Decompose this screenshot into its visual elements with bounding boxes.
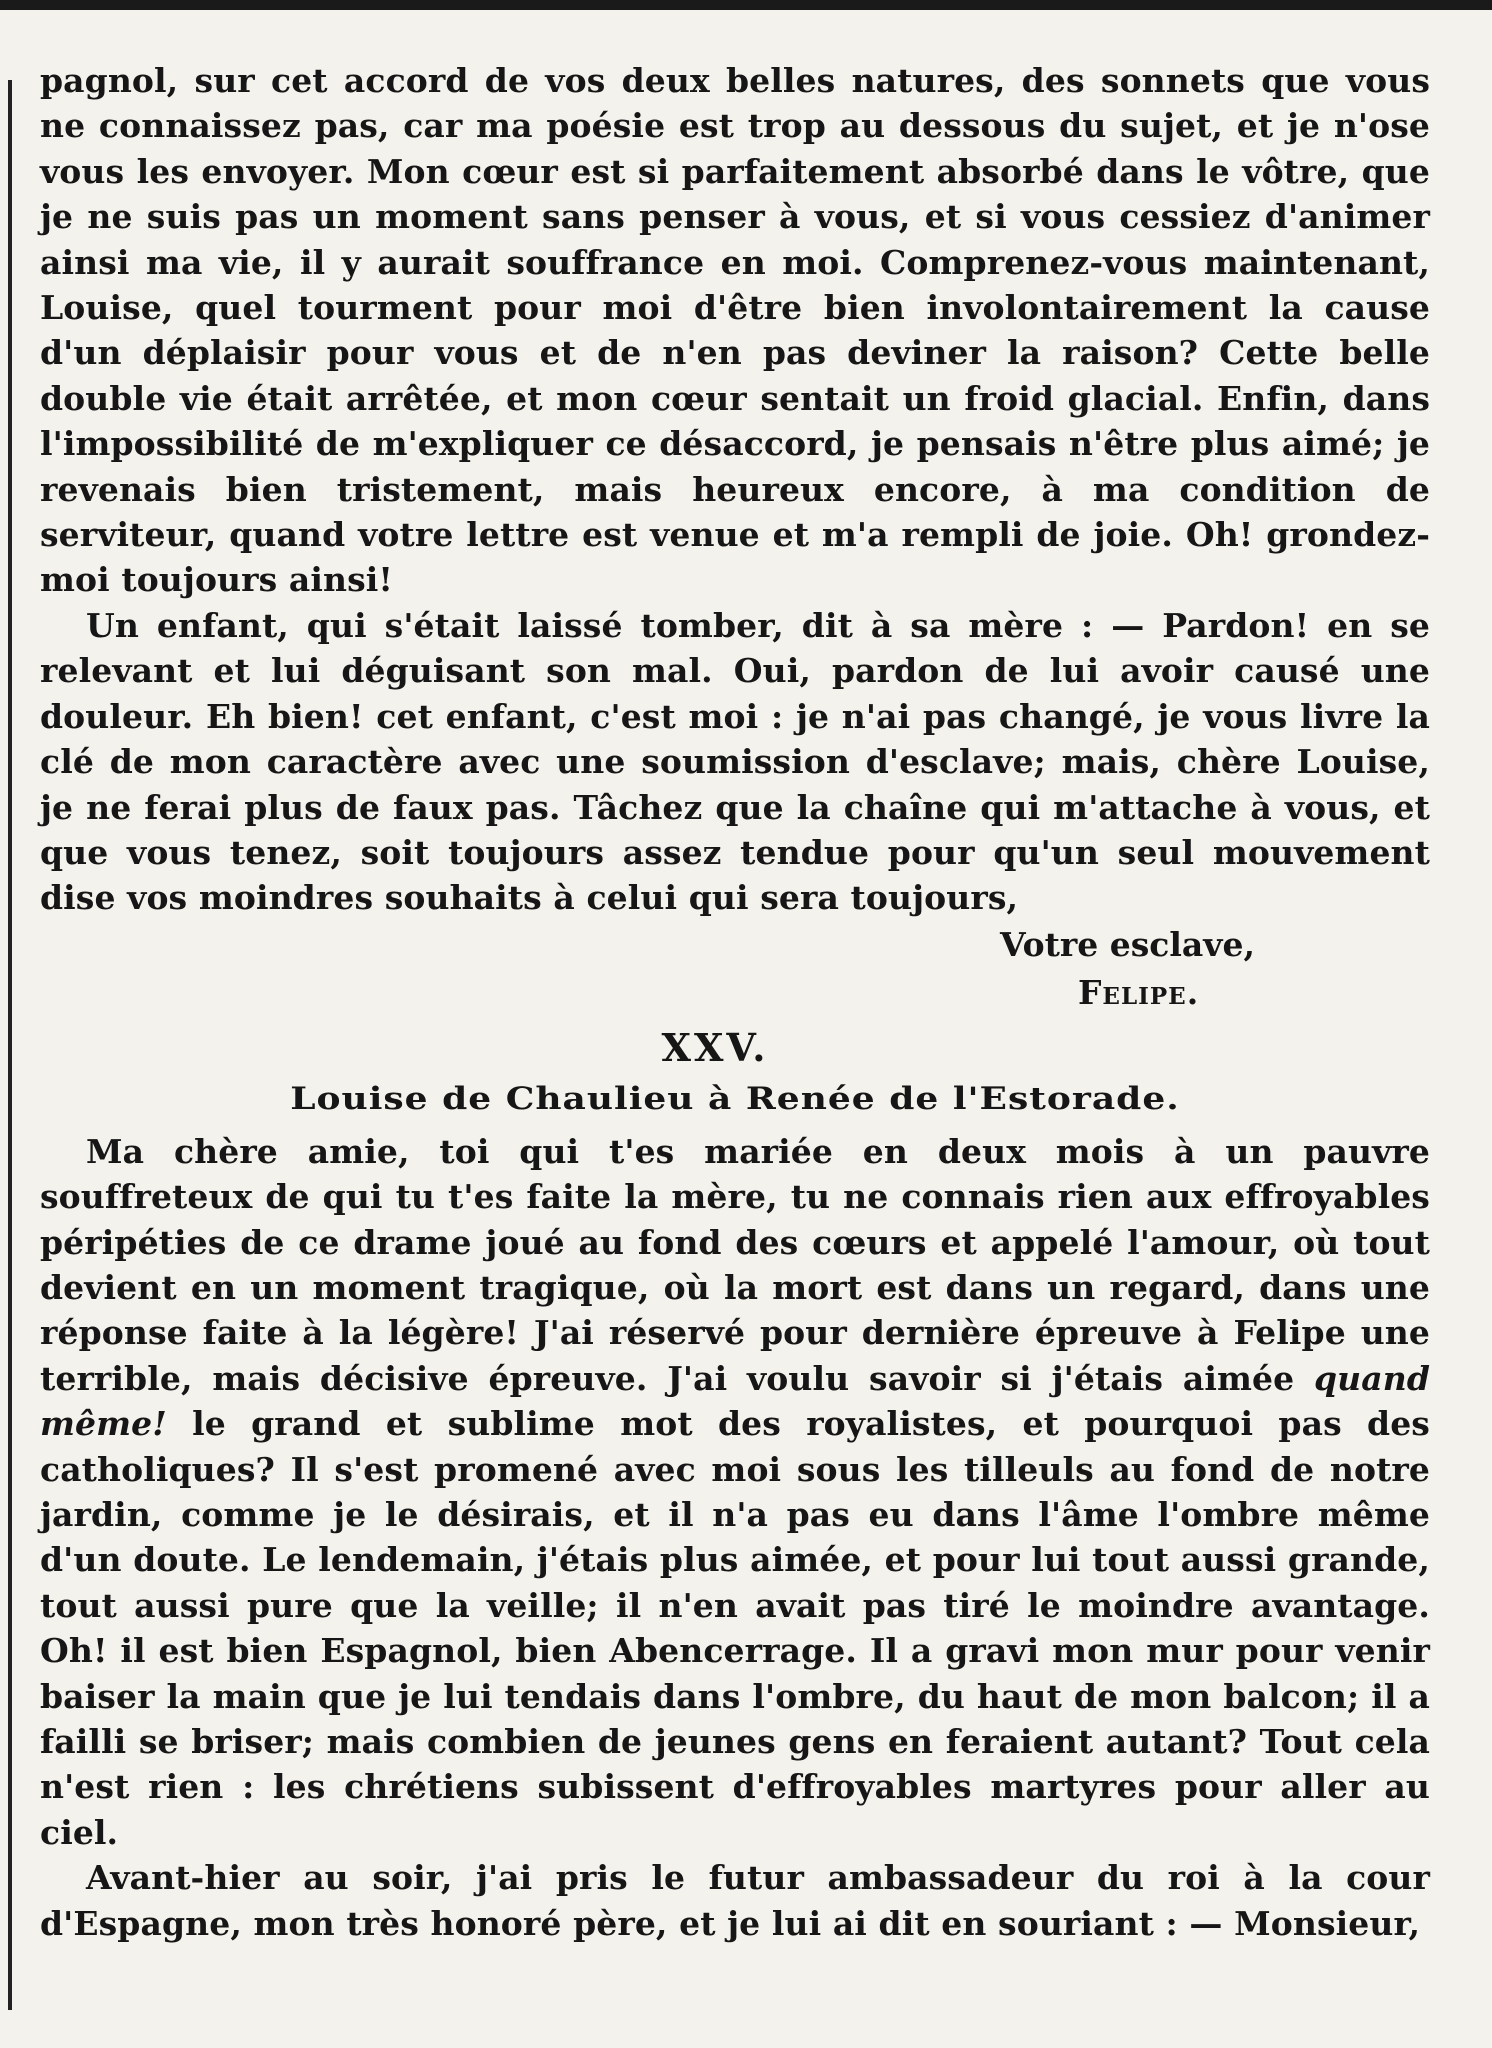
quand-meme-emphasis: quand même! (40, 1358, 1431, 1444)
paragraph-child-apology: Un enfant, qui s'était laissé tomber, dit à sa mère : — Pardon! en se relevant et lui déguisant son mal. Oui, pardon de lui avoir causé une douleur. Eh bien! cet enfant, c'est moi : je n'ai pas changé, je vous livre la clé de mon caractère avec une soumission d'esclave; mais, chère Louise, je ne ferai plus de faux pas. Tâchez que la chaîne qui m'attache à vous, et que vous tenez, soit toujours assez tendue pour qu'un seul mouvement dise vos moindres souhaits à celui qui sera toujours, (40, 605, 1430, 918)
paragraph-louise-letter-part2: le grand et sublime mot des royalistes, et pourquoi pas des catholiques? Il s'est promené avec moi sous les tilleuls au fond de notre jardin, comme je le désirais, et il n'a pas eu dans l'âme l'ombre même d'un doute. Le lendemain, j'étais plus aimée, et pour lui tout aussi grande, tout aussi pure que la veille; il n'en avait pas tiré le moindre avantage. Oh! il est bien Espagnol, bien Abencerrage. Il a gravi mon mur pour venir baiser la main que je lui tendais dans l'ombre, du haut de mon balcon; il a failli se briser; mais combien de jeunes gens en feraient autant? Tout cela n'est rien : les chrétiens subissent d'effroyables martyres pour aller au ciel. (40, 1404, 1430, 1852)
paragraph-letter-continuation: pagnol, sur cet accord de vos deux belles natures, des sonnets que vous ne connaissez pas, car ma poésie est trop au dessous du sujet, et je n'ose vous les envoyer. Mon cœur est si parfaitement absorbé dans le vôtre, que je ne suis pas un moment sans penser à vous, et si vous cessiez d'animer ainsi ma vie, il y aurait souffrance en moi. Comprenez-vous maintenant, Louise, quel tourment pour moi d'être bien involontairement la cause d'un déplaisir pour vous et de n'en pas deviner la raison? Cette belle double vie était arrêtée, et mon cœur sentait un froid glacial. Enfin, dans l'impossibilité de m'expliquer ce désaccord, je pensais n'être plus aimé; je revenais bien tristement, mais heureux encore, à ma condition de serviteur, quand votre lettre est venue et m'a rempli de joie. Oh! grondez-moi toujours ainsi! (40, 61, 1430, 600)
letter-signature: Felipe. (1078, 972, 1200, 1012)
top-border-rule (0, 0, 1492, 10)
letter-closing: Votre esclave, (1000, 924, 1255, 964)
chapter-number: XXV. (661, 1024, 769, 1070)
paragraph-avant-hier: Avant-hier au soir, j'ai pris le futur ambassadeur du roi à la cour d'Espagne, mon très honoré père, et je lui ai dit en souriant : — Monsieur, (40, 1858, 1430, 1943)
paragraph-louise-letter-part1: Ma chère amie, toi qui t'es mariée en deux mois à un pauvre souffreteux de qui tu t'es faite la mère, tu ne connais rien aux effroyables péripéties de ce drame joué au fond des cœurs et appelé l'amour, où tout devient en un moment tragique, où la mort est dans un regard, dans une réponse faite à la légère! J'ai réservé pour dernière épreuve à Felipe une terrible, mais décisive épreuve. J'ai voulu savoir si j'étais aimée (40, 1131, 1430, 1398)
column-rule (8, 80, 12, 2010)
paragraph-louise-letter (40, 1129, 1430, 1856)
newspaper-column (40, 58, 1430, 1946)
chapter-title: Louise de Chaulieu à Renée de l'Estorade. (290, 1080, 1180, 1117)
